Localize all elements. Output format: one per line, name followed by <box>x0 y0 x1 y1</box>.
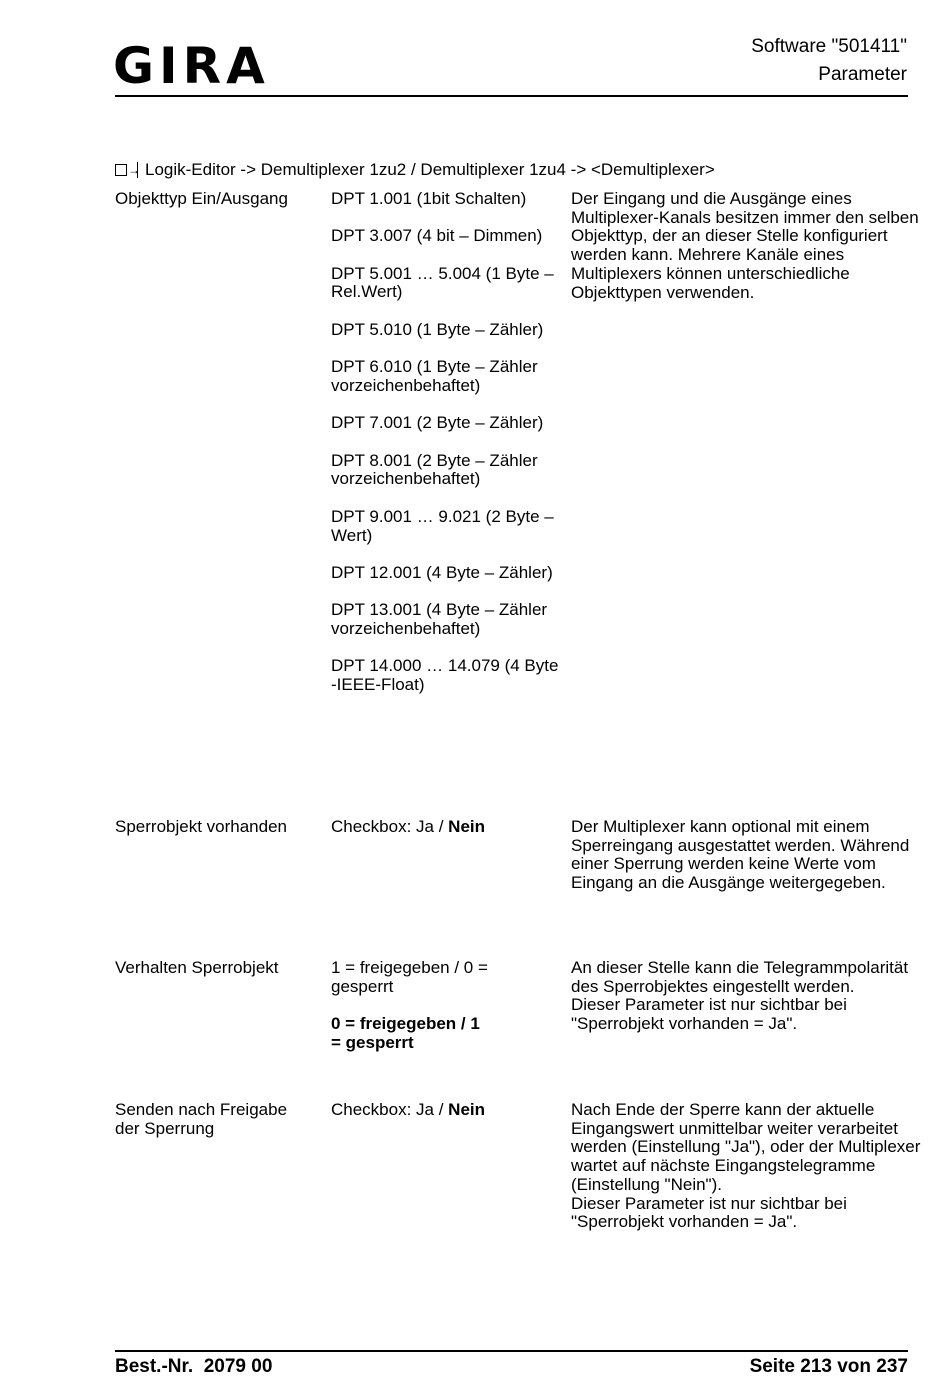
parameter-options <box>331 959 491 1053</box>
option-dpt-9-001: DPT 9.001 … 9.021 (2 Byte – Wert) <box>331 506 554 545</box>
option-dpt-6-010: DPT 6.010 (1 Byte – Zähler vorzeichenbehaftet) <box>331 357 538 395</box>
parameter-description: Der Multiplexer kann optional mit einem Sperreingang ausgestattet werden. Während einer Sperrung werden keine Werte vom Eingang an die Ausgänge weitergegeben. <box>571 817 910 893</box>
option-dpt-13-001: DPT 13.001 (4 Byte – Zähler vorzeichenbehaftet) <box>331 600 548 639</box>
section-title: Parameter <box>818 64 907 85</box>
header-divider <box>115 95 908 97</box>
parameter-description <box>571 1101 921 1232</box>
parameter-description: Der Eingang und die Ausgänge eines Multiplexer-Kanals besitzen immer den selben Objekttyp, der an dieser Stelle konfiguriert werden kann. Mehrere Kanäle eines Multiplexers können unterschiedliche Objekttypen verwenden. <box>571 189 919 302</box>
option-dpt-14-000: DPT 14.000 … 14.079 (4 Byte -IEEE-Float) <box>331 656 559 695</box>
parameter-label: Sperrobjekt vorhanden <box>115 817 288 836</box>
parameter-value <box>331 1101 566 1120</box>
breadcrumb <box>115 159 715 181</box>
page-number: Seite 213 von 237 <box>749 1356 908 1377</box>
description-text: An dieser Stelle kann die Telegrammpolarität des Sperrobjektes eingestellt werden. <box>571 958 909 996</box>
option-dpt-1-001: DPT 1.001 (1bit Schalten) <box>331 189 527 208</box>
order-value: 2079 00 <box>203 1356 273 1377</box>
option-dpt-12-001: DPT 12.001 (4 Byte – Zähler) <box>331 562 553 582</box>
parameter-value <box>331 818 566 837</box>
description-text: Nach Ende der Sperre kann der aktuelle Eingangswert unmittelbar weiter verarbeitet werden (Einstellung "Ja"), oder der Multiplexer wartet auf nächste Eingangstelegramme (Einstellung "Nein"). <box>571 1100 921 1194</box>
option-polarity-1: 1 = freigegeben / 0 = gesperrt <box>331 958 488 996</box>
footer-divider <box>115 1350 908 1352</box>
parameter-arrow-icon: → <box>115 161 141 179</box>
parameter-description <box>571 959 921 1034</box>
value-default: Nein <box>448 1100 486 1119</box>
option-dpt-3-007: DPT 3.007 (4 bit – Dimmen) <box>331 226 543 246</box>
visibility-note: Dieser Parameter ist nur sichtbar bei "Sperrobjekt vorhanden = Ja". <box>571 995 847 1034</box>
parameter-label: Objekttyp Ein/Ausgang <box>115 189 288 208</box>
parameter-options <box>331 190 566 695</box>
option-dpt-5-001: DPT 5.001 … 5.004 (1 Byte – Rel.Wert) <box>331 263 554 302</box>
software-title: Software "501411" <box>751 36 907 57</box>
breadcrumb-text: Logik-Editor -> Demultiplexer 1zu2 / Demultiplexer 1zu4 -> <Demultiplexer> <box>145 160 715 179</box>
value-default: Nein <box>448 817 486 836</box>
page-header <box>751 33 907 89</box>
option-dpt-8-001: DPT 8.001 (2 Byte – Zähler vorzeichenbehaftet) <box>331 450 538 489</box>
visibility-note: Dieser Parameter ist nur sichtbar bei "Sperrobjekt vorhanden = Ja". <box>571 1193 847 1232</box>
option-polarity-default: 0 = freigegeben / 1 = gesperrt <box>331 1014 480 1052</box>
value-options: Checkbox: Ja / <box>331 817 449 836</box>
parameter-label: Senden nach Freigabe der Sperrung <box>115 1100 288 1138</box>
value-options: Checkbox: Ja / <box>331 1100 449 1119</box>
option-dpt-5-010: DPT 5.010 (1 Byte – Zähler) <box>331 319 544 339</box>
parameter-label: Verhalten Sperrobjekt <box>115 958 279 977</box>
option-dpt-7-001: DPT 7.001 (2 Byte – Zähler) <box>331 413 544 433</box>
order-label: Best.-Nr. <box>115 1356 194 1377</box>
gira-logo: GIRA <box>113 37 270 95</box>
